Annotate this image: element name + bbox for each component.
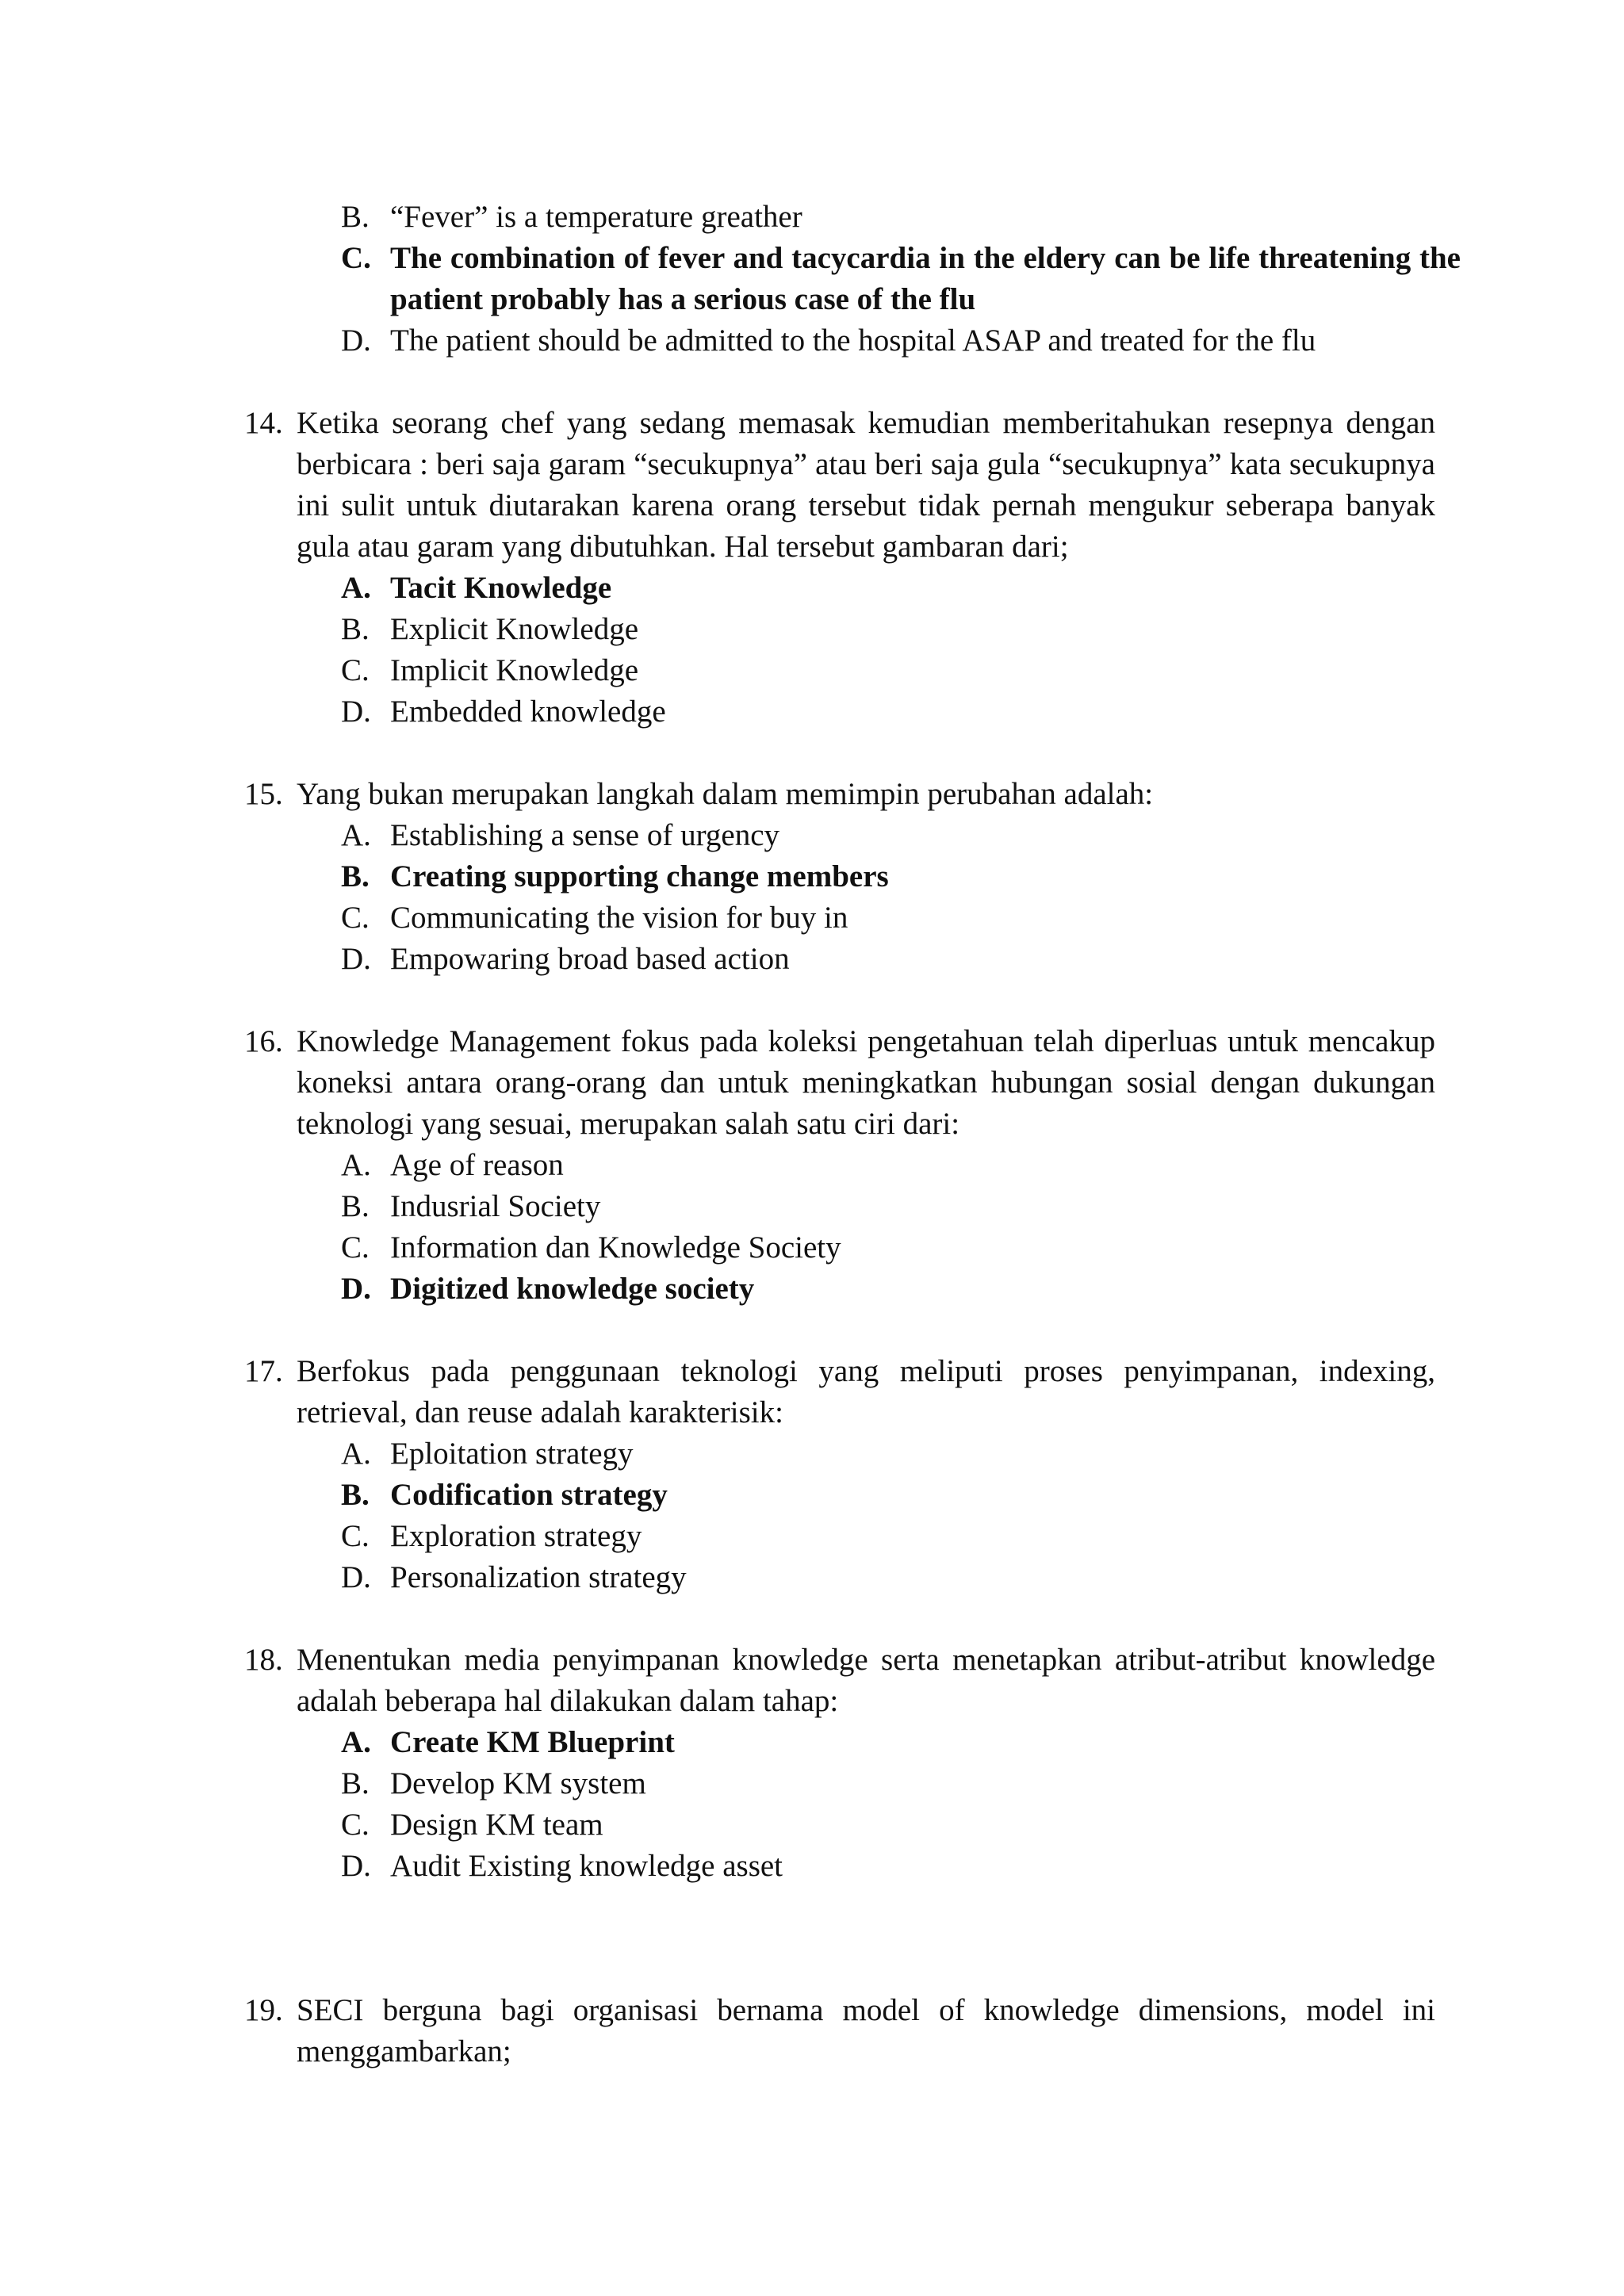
q16-option-c bbox=[341, 1227, 1435, 1269]
question-number: 14. bbox=[244, 406, 283, 440]
option-letter: C. bbox=[341, 241, 371, 275]
option-letter: D. bbox=[341, 695, 371, 729]
question-number: 16. bbox=[244, 1024, 283, 1058]
q15-option-b-correct bbox=[341, 856, 1435, 897]
question-19 bbox=[244, 1990, 1435, 2072]
question-number: 15. bbox=[244, 777, 283, 811]
option-text: Indusrial Society bbox=[390, 1189, 601, 1223]
option-letter: C. bbox=[341, 901, 370, 935]
option-text: Create KM Blueprint bbox=[390, 1725, 675, 1759]
q17-option-b-correct bbox=[341, 1475, 1435, 1516]
question-14 bbox=[244, 403, 1435, 568]
option-letter: B. bbox=[341, 1478, 370, 1512]
option-letter: B. bbox=[341, 612, 370, 646]
option-letter: A. bbox=[341, 571, 371, 605]
option-text: Codification strategy bbox=[390, 1478, 668, 1512]
question-number: 19. bbox=[244, 1993, 283, 2027]
option-text: Audit Existing knowledge asset bbox=[390, 1849, 783, 1883]
q18-option-d bbox=[341, 1846, 1435, 1887]
q16-option-b bbox=[341, 1186, 1435, 1227]
option-text: Communicating the vision for buy in bbox=[390, 901, 848, 935]
option-text: Design KM team bbox=[390, 1808, 603, 1842]
option-letter: B. bbox=[341, 1766, 370, 1800]
question-stem: Berfokus pada penggunaan teknologi yang meliputi proses penyimpanan, indexing, retrieval, dan reuse adalah karakterisik: bbox=[297, 1354, 1435, 1429]
question-15 bbox=[244, 774, 1435, 815]
option-letter: A. bbox=[341, 1437, 371, 1471]
option-text: The patient should be admitted to the hospital ASAP and treated for the flu bbox=[390, 323, 1316, 358]
option-letter: A. bbox=[341, 1148, 371, 1182]
option-letter: C. bbox=[341, 1230, 370, 1265]
option-letter: C. bbox=[341, 1519, 370, 1553]
question-18 bbox=[244, 1640, 1435, 1722]
option-text: Digitized knowledge society bbox=[390, 1272, 755, 1306]
option-text: Explicit Knowledge bbox=[390, 612, 639, 646]
question-stem: Knowledge Management fokus pada koleksi pengetahuan telah diperluas untuk mencakup koneksi antara orang-orang dan untuk meningkatkan hubungan sosial dengan dukungan teknologi yang sesuai, merupakan salah satu ciri dari: bbox=[297, 1024, 1435, 1141]
option-letter: D. bbox=[341, 1272, 371, 1306]
option-text: Empowaring broad based action bbox=[390, 942, 790, 976]
q14-option-c bbox=[341, 650, 1435, 691]
option-letter: A. bbox=[341, 818, 371, 852]
option-text: Exploration strategy bbox=[390, 1519, 642, 1553]
option-letter: B. bbox=[341, 200, 370, 234]
option-text: Eploitation strategy bbox=[390, 1437, 634, 1471]
q15-option-a bbox=[341, 815, 1435, 856]
q16-option-a bbox=[341, 1145, 1435, 1186]
question-stem: SECI berguna bagi organisasi bernama model of knowledge dimensions, model ini menggambarkan; bbox=[297, 1993, 1435, 2068]
question-stem: Menentukan media penyimpanan knowledge serta menetapkan atribut-atribut knowledge adalah beberapa hal dilakukan dalam tahap: bbox=[297, 1643, 1435, 1718]
q17-option-a bbox=[341, 1433, 1435, 1475]
q17-option-d bbox=[341, 1557, 1435, 1598]
option-text: Personalization strategy bbox=[390, 1560, 687, 1594]
option-text: Information dan Knowledge Society bbox=[390, 1230, 841, 1265]
option-text: “Fever” is a temperature greather bbox=[390, 200, 802, 234]
q16-option-d-correct bbox=[341, 1269, 1435, 1310]
question-17 bbox=[244, 1351, 1435, 1433]
option-text: Implicit Knowledge bbox=[390, 653, 639, 687]
q14-option-d bbox=[341, 691, 1435, 733]
question-stem: Ketika seorang chef yang sedang memasak kemudian memberitahukan resepnya dengan berbicara : beri saja garam “secukupnya” atau beri saja gula “secukupnya” kata secukupnya ini sulit untuk diutarakan karena orang tersebut tidak pernah mengukur seberapa banyak gula atau garam yang dibutuhkan. Hal tersebut gambaran dari; bbox=[297, 406, 1435, 564]
option-text: Age of reason bbox=[390, 1148, 564, 1182]
option-letter: D. bbox=[341, 942, 371, 976]
q15-option-d bbox=[341, 939, 1435, 980]
option-letter: C. bbox=[341, 1808, 370, 1842]
option-text: Develop KM system bbox=[390, 1766, 646, 1800]
q14-option-a-correct bbox=[341, 568, 1435, 609]
question-16 bbox=[244, 1021, 1435, 1145]
option-text: Establishing a sense of urgency bbox=[390, 818, 780, 852]
q13-option-b bbox=[341, 197, 1435, 238]
option-text: Embedded knowledge bbox=[390, 695, 666, 729]
q18-option-b bbox=[341, 1763, 1435, 1804]
q18-option-c bbox=[341, 1804, 1435, 1846]
q13-option-d bbox=[341, 320, 1435, 362]
option-letter: D. bbox=[341, 1849, 371, 1883]
q13-option-c-correct bbox=[341, 238, 1461, 320]
question-stem: Yang bukan merupakan langkah dalam memimpin perubahan adalah: bbox=[297, 777, 1154, 811]
option-letter: D. bbox=[341, 323, 371, 358]
option-letter: B. bbox=[341, 859, 370, 894]
q14-option-b bbox=[341, 609, 1435, 650]
option-letter: B. bbox=[341, 1189, 370, 1223]
q17-option-c bbox=[341, 1516, 1435, 1557]
question-number: 18. bbox=[244, 1643, 283, 1677]
option-text: The combination of fever and tacycardia in the eldery can be life threatening the patient probably has a serious case of the flu bbox=[390, 241, 1461, 316]
option-letter: A. bbox=[341, 1725, 371, 1759]
option-text: Tacit Knowledge bbox=[390, 571, 612, 605]
option-letter: D. bbox=[341, 1560, 371, 1594]
question-number: 17. bbox=[244, 1354, 283, 1388]
option-text: Creating supporting change members bbox=[390, 859, 889, 894]
option-letter: C. bbox=[341, 653, 370, 687]
q15-option-c bbox=[341, 897, 1435, 939]
q18-option-a-correct bbox=[341, 1722, 1435, 1763]
